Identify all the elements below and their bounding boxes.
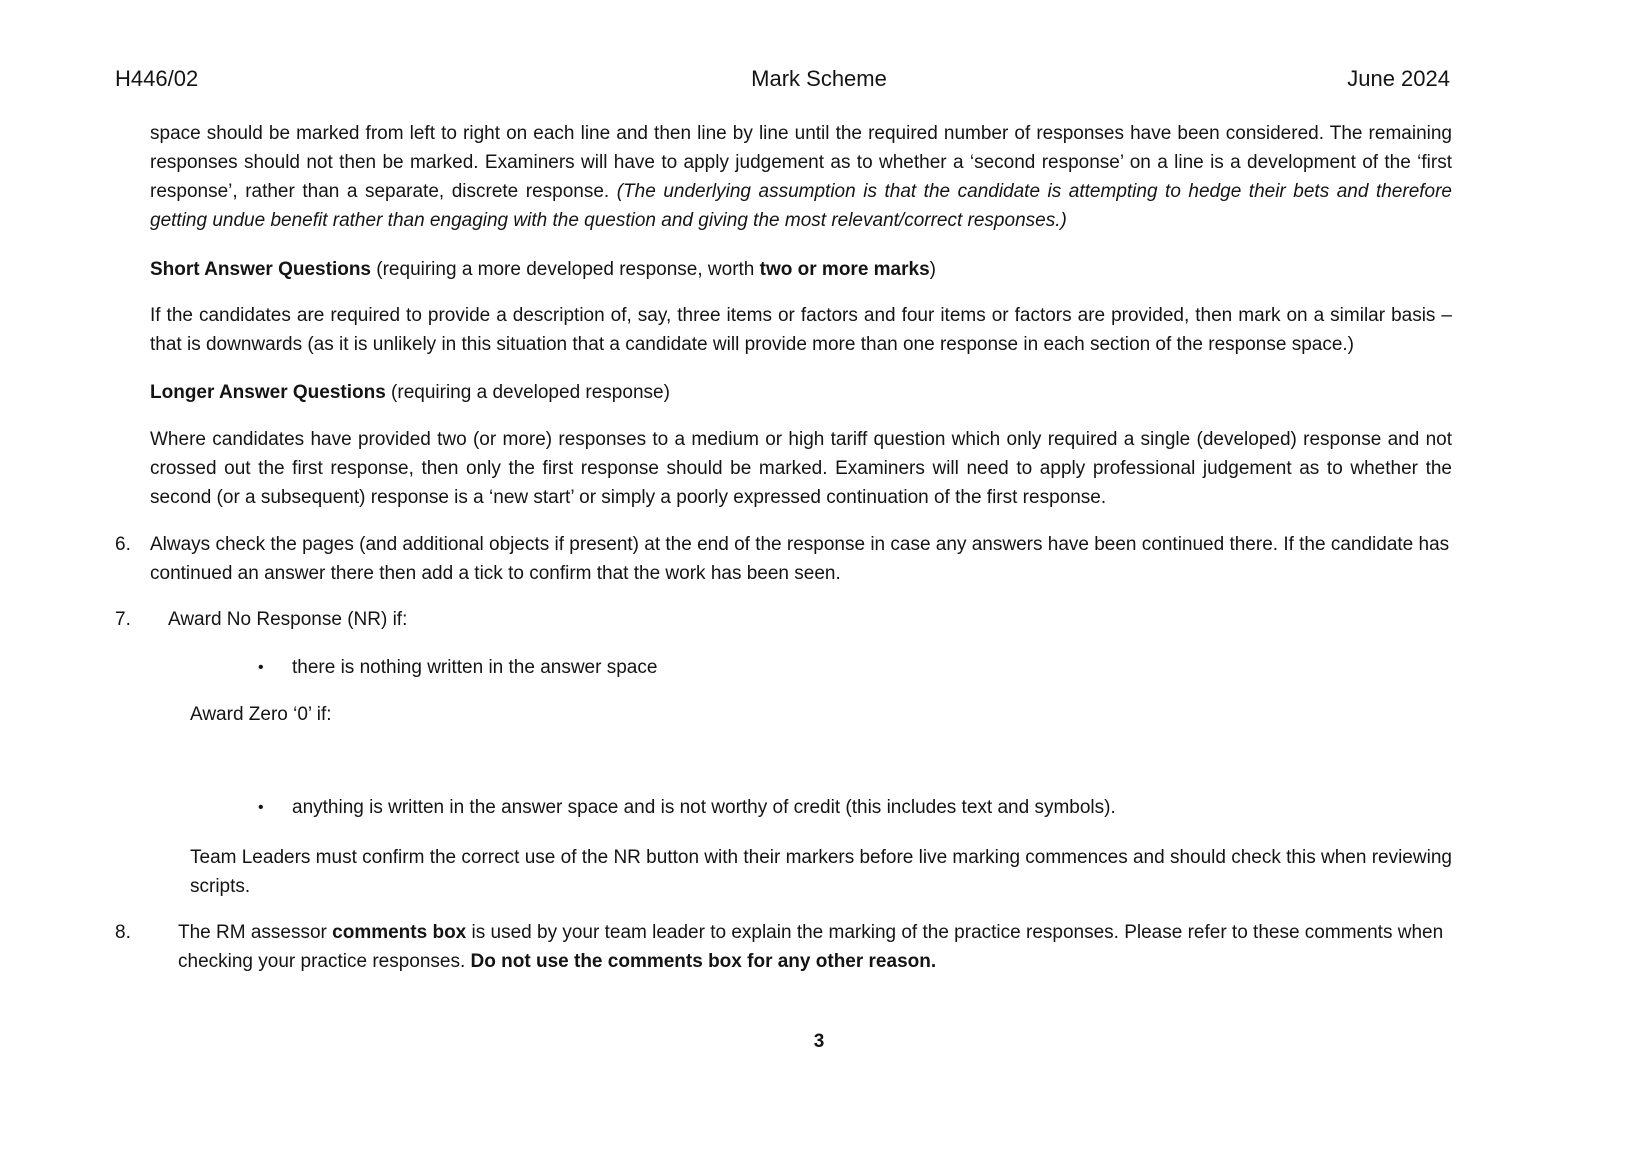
document-body bbox=[115, 119, 1452, 976]
list-item-8-number: 8. bbox=[115, 922, 131, 943]
list-item-8-comments-box-bold: comments box bbox=[332, 922, 467, 943]
paragraph-response-space-italic-note: (The underlying assumption is that the candidate is attempting to hedge their bets and therefore getting undue benefit rather than engaging with the question and giving the most relevant/correct responses.) bbox=[150, 181, 1452, 231]
header-paper-code: H446/02 bbox=[115, 66, 199, 91]
short-answer-marks-bold: two or more marks bbox=[759, 259, 930, 280]
list-item-6-text: Always check the pages (and additional objects if present) at the end of the response in case any answers have been continued there. If the candidate has continued an answer there then add a tick to confirm that the work has been seen. bbox=[150, 534, 1450, 584]
heading-longer-answer-questions bbox=[150, 378, 1452, 407]
list-item-8 bbox=[115, 918, 1452, 976]
list-item-8-mid: is used by your team leader to explain the marking of the practice responses. Please refer to these comments when checking your practice responses. bbox=[178, 922, 1444, 972]
paragraph-team-leaders: Team Leaders must confirm the correct use of the NR button with their markers before live marking commences and should check this when reviewing scripts. bbox=[190, 847, 1452, 897]
bullet-icon: • bbox=[258, 659, 264, 676]
list-item-7-number: 7. bbox=[115, 609, 131, 630]
paragraph-short-answer-guidance: If the candidates are required to provide a description of, say, three items or factors and four items or factors are provided, then mark on a similar basis – that is downwards (as it is unlikely in this situation that a candidate will provide more than one response in each section of the response space.) bbox=[150, 305, 1452, 355]
longer-answer-heading-bold: Longer Answer Questions bbox=[150, 382, 386, 403]
bullet-not-worthy-of-credit-text: anything is written in the answer space and is not worthy of credit (this includes text and symbols). bbox=[292, 797, 1116, 818]
bullet-not-worthy-of-credit bbox=[258, 793, 1452, 822]
list-item-8-pre: The RM assessor bbox=[178, 922, 333, 943]
header-date: June 2024 bbox=[1347, 66, 1450, 91]
list-item-6 bbox=[115, 530, 1452, 588]
longer-answer-heading-normal: (requiring a developed response) bbox=[385, 382, 670, 403]
paragraph-longer-answer-guidance: Where candidates have provided two (or more) responses to a medium or high tariff question which only required a single (developed) response and not crossed out the first response, then only the first response should be marked. Examiners will need to apply professional judgement as to whether the second (or a subsequent) response is a ‘new start’ or simply a poorly expressed continuation of the first response. bbox=[150, 429, 1452, 508]
list-item-8-text bbox=[178, 918, 1452, 976]
bullet-icon: • bbox=[258, 799, 264, 816]
heading-short-answer-questions bbox=[150, 255, 1452, 284]
short-answer-heading-close: ) bbox=[929, 259, 936, 280]
list-item-8-warning-bold: Do not use the comments box for any other reason. bbox=[470, 951, 937, 972]
paragraph-response-space-text: space should be marked from left to right on each line and then line by line until the required number of responses have been considered. The remaining responses should not then be marked. Examiners will have to apply judgement as to whether a ‘second response’ on a line is a development of the ‘first response’, rather than a separate, discrete response. bbox=[150, 123, 1452, 202]
bullet-nothing-written-text: there is nothing written in the answer space bbox=[292, 657, 658, 678]
page-footer bbox=[0, 1031, 1638, 1053]
bullet-nothing-written bbox=[258, 653, 1452, 682]
paragraph-response-space bbox=[150, 119, 1452, 235]
short-answer-heading-normal: (requiring a more developed response, worth bbox=[371, 259, 760, 280]
page-header bbox=[0, 66, 1638, 92]
list-item-6-number: 6. bbox=[115, 534, 131, 555]
award-zero-label: Award Zero ‘0’ if: bbox=[190, 704, 332, 725]
page-number: 3 bbox=[813, 1031, 825, 1052]
header-title: Mark Scheme bbox=[751, 66, 887, 91]
short-answer-heading-bold: Short Answer Questions bbox=[150, 259, 371, 280]
list-item-7-text: Award No Response (NR) if: bbox=[168, 609, 408, 630]
list-item-7 bbox=[115, 605, 1452, 634]
